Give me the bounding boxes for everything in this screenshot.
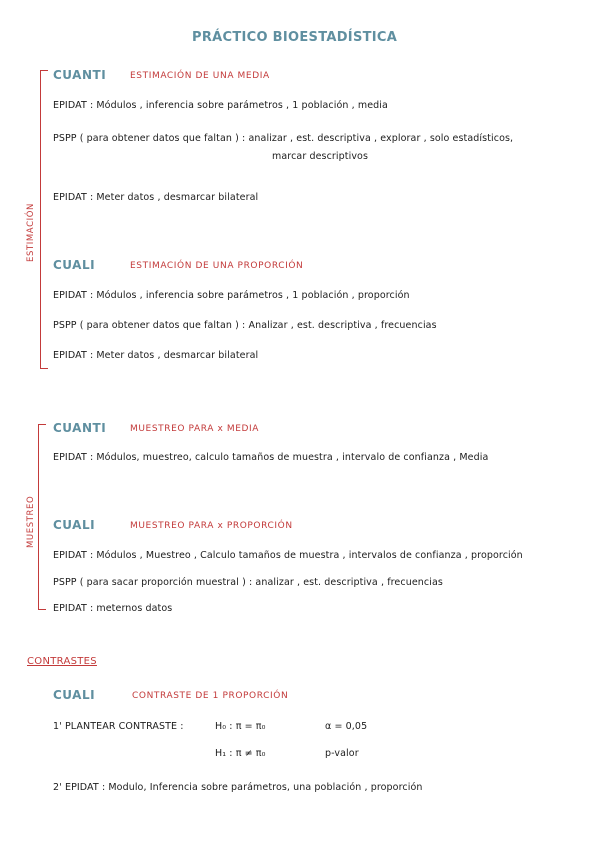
contraste-h1: H₁ : π ≠ π₀: [215, 748, 266, 759]
estimacion-side-label: ESTIMACIÓN: [26, 203, 36, 262]
estimacion-cuanti-line2: PSPP ( para obtener datos que faltan ) : analizar , est. descriptiva , explorar , solo estadísticos,: [53, 133, 514, 144]
contrastes-cuali-tag: CUALI: [53, 688, 96, 702]
muestreo-cuali-line1: EPIDAT : Módulos , Muestreo , Calculo tamaños de muestra , intervalos de confianza , proporción: [53, 550, 523, 561]
muestreo-cuanti-tag: CUANTI: [53, 421, 107, 435]
contraste-h0: H₀ : π = π₀: [215, 721, 266, 732]
estimacion-cuanti-tag: CUANTI: [53, 68, 107, 82]
estimacion-cuanti-line1: EPIDAT : Módulos , inferencia sobre parámetros , 1 población , media: [53, 100, 388, 111]
contraste-pvalor: p-valor: [325, 748, 359, 759]
muestreo-cuali-line2: PSPP ( para sacar proporción muestral ) : analizar , est. descriptiva , frecuencias: [53, 577, 443, 588]
muestreo-cuali-line3: EPIDAT : meternos datos: [53, 603, 173, 614]
muestreo-cuanti-line1: EPIDAT : Módulos, muestreo, calculo tamaños de muestra , intervalo de confianza , Media: [53, 452, 489, 463]
estimacion-cuali-line3: EPIDAT : Meter datos , desmarcar bilateral: [53, 350, 259, 361]
estimacion-cuanti-line3: EPIDAT : Meter datos , desmarcar bilateral: [53, 192, 259, 203]
estimacion-cuali-tag: CUALI: [53, 258, 96, 272]
contrastes-section-title: CONTRASTES: [27, 656, 97, 667]
estimacion-cuanti-heading: ESTIMACIÓN DE UNA MEDIA: [130, 71, 270, 81]
page-title: PRÁCTICO BIOESTADÍSTICA: [192, 30, 398, 45]
estimacion-cuali-line1: EPIDAT : Módulos , inferencia sobre parámetros , 1 población , proporción: [53, 290, 410, 301]
muestreo-side-label: MUESTREO: [26, 495, 36, 548]
estimacion-cuali-line2: PSPP ( para obtener datos que faltan ) : Analizar , est. descriptiva , frecuencias: [53, 320, 437, 331]
muestreo-cuanti-heading: MUESTREO PARA x MEDIA: [130, 424, 260, 434]
estimacion-cuanti-line2b: marcar descriptivos: [272, 151, 369, 162]
contraste-step2: 2' EPIDAT : Modulo, Inferencia sobre parámetros, una población , proporción: [53, 782, 423, 793]
muestreo-cuali-heading: MUESTREO PARA x PROPORCIÓN: [130, 521, 293, 531]
contraste-step1-label: 1' PLANTEAR CONTRASTE :: [53, 721, 184, 732]
muestreo-cuali-tag: CUALI: [53, 518, 96, 532]
contrastes-cuali-heading: CONTRASTE DE 1 PROPORCIÓN: [132, 691, 289, 701]
estimacion-cuali-heading: ESTIMACIÓN DE UNA PROPORCIÓN: [130, 261, 304, 271]
contraste-alpha: α = 0,05: [325, 721, 368, 732]
